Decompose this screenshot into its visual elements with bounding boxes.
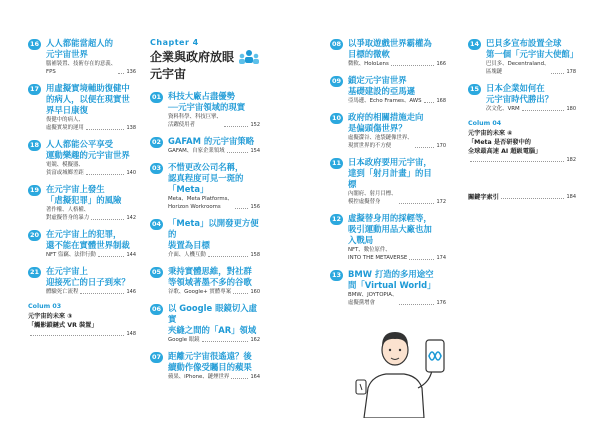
- toc-entry[interactable]: [330, 75, 446, 105]
- entry-title: 在元宇宙上發生 「虐擬犯罪」的風險: [46, 184, 122, 205]
- chapter-number-badge: 01: [151, 93, 162, 101]
- page-number: 172: [436, 199, 446, 205]
- toc-entry[interactable]: [150, 91, 260, 129]
- leader-dots: [399, 304, 434, 305]
- chapter-number-badge: 02: [151, 138, 162, 146]
- entry-keywords: 內閣府、射月目標、 模控虛擬替身: [348, 191, 397, 205]
- chapter-number-badge: 04: [151, 220, 162, 228]
- entry-title: 距離元宇宙很遙遠？後 續動作像受矚目的蘋果: [168, 351, 252, 372]
- leader-dots: [118, 73, 124, 74]
- entry-keywords: 介面、人機互動: [168, 252, 206, 258]
- entry-title: 秉持實體思維，對社群 等領域著墨不多的谷歌: [168, 266, 252, 287]
- page-number: 136: [126, 69, 136, 75]
- entry-keywords: NFT、數位原件、 INTO THE METAVERSE: [348, 247, 408, 261]
- person-with-phone-illustration: [352, 318, 447, 418]
- leader-dots: [409, 259, 434, 260]
- leader-dots: [86, 174, 125, 175]
- page-number: 146: [126, 289, 136, 295]
- entry-title: 巴貝多宣布設置全球 第一個「元宇宙大使館」: [486, 38, 579, 59]
- chapter-number-badge: 10: [331, 114, 342, 122]
- toc-column-3: [330, 38, 446, 314]
- entry-keywords: 腦補裝置、技術存在的意義、 FPS: [46, 61, 117, 75]
- toc-entry[interactable]: [28, 38, 136, 76]
- leader-dots: [202, 341, 249, 342]
- entry-title: 日本企業如何在 元宇宙時代勝出？: [486, 83, 553, 104]
- entry-keywords: GAFAM、自家企業領域: [168, 148, 225, 154]
- column-label: Colum 03: [28, 303, 62, 310]
- leader-dots: [227, 152, 249, 153]
- leader-dots: [231, 378, 248, 379]
- toc-entry[interactable]: [330, 38, 446, 68]
- page-number: 174: [436, 255, 446, 261]
- chapter-label: Chapter 4: [150, 38, 199, 47]
- page-number: 166: [436, 61, 446, 67]
- column-title: 元宇宙的未來 ③ 「觸影鎖鏈式 VR 裝置」: [28, 313, 98, 329]
- toc-entry[interactable]: [468, 38, 579, 76]
- chapter-number-badge: 21: [29, 268, 40, 276]
- toc-entry[interactable]: [28, 229, 136, 259]
- entry-title: 人人都能當超人的 元宇宙世界: [46, 38, 113, 59]
- chapter-number-badge: 11: [331, 159, 342, 167]
- entry-title: BMW 打造的多用途空 間「Virtual World」: [348, 269, 436, 290]
- entry-title: 不惜更改公司名稱， 認真程度可見一斑的 「Meta」: [168, 162, 244, 194]
- toc-entry[interactable]: [28, 266, 136, 296]
- page-number: 156: [250, 204, 260, 210]
- chapter-number-badge: 12: [331, 215, 342, 223]
- chapter-number-badge: 07: [151, 353, 162, 361]
- toc-entry[interactable]: [28, 83, 136, 132]
- leader-dots: [91, 219, 124, 220]
- chapter-number-badge: 17: [29, 85, 40, 93]
- page-number: 168: [436, 98, 446, 104]
- column-label: Colum 04: [468, 120, 502, 127]
- page-number: 162: [250, 337, 260, 343]
- page-number: 144: [126, 252, 136, 258]
- leader-dots: [235, 208, 249, 209]
- leader-dots: [208, 256, 249, 257]
- leader-dots: [30, 335, 124, 336]
- chapter-number-badge: 15: [469, 85, 480, 93]
- entry-keywords: 虛擬澀谷、池袋鏈像世界、 現實世界的不方便: [348, 135, 413, 149]
- chapter-number-badge: 14: [469, 40, 480, 48]
- toc-entry[interactable]: [468, 83, 576, 113]
- page-number: 148: [126, 331, 136, 337]
- chapter-number-badge: 20: [29, 231, 40, 239]
- toc-column-4: [468, 38, 579, 201]
- chapter-number-badge: 08: [331, 40, 342, 48]
- entry-title: 虛擬替身用的採輕等， 吸引運動用品大廠也加 入戰局: [348, 213, 432, 245]
- toc-entry[interactable]: [150, 218, 260, 259]
- column-entry[interactable]: [28, 310, 136, 330]
- entry-keywords: 亞馬遜、Echo Frames、AWS: [348, 98, 422, 104]
- leader-dots: [551, 73, 564, 74]
- chapter-number-badge: 13: [331, 271, 342, 279]
- entry-title: 鎖定元宇宙世界 基礎建設的亞馬遜: [348, 75, 415, 96]
- chapter-number-badge: 06: [151, 305, 162, 313]
- leader-dots: [80, 293, 124, 294]
- chapter-number-badge: 16: [29, 40, 40, 48]
- entry-title: 日本政府要用元宇宙， 達到「射月計畫」的目 標: [348, 157, 432, 189]
- entry-keywords: 體驗死亡流程: [46, 289, 79, 295]
- page-number: 138: [126, 125, 136, 131]
- keyword-index-label: 關鍵字索引: [468, 194, 499, 201]
- toc-entry[interactable]: [330, 269, 446, 307]
- entry-keywords: 次文化、VRM: [486, 106, 520, 112]
- leader-dots: [391, 65, 435, 66]
- page-number: 170: [436, 143, 446, 149]
- entry-keywords: 微軟、HoloLens: [348, 61, 389, 67]
- entry-keywords: Meta、Meta Platforms、 Horizon Workrooms: [168, 196, 233, 210]
- page-number: 160: [250, 289, 260, 295]
- chapter-title: 企業與政府放眼 元宇宙: [150, 50, 235, 81]
- entry-title: 「Meta」以開發更方便的 裝置為目標: [168, 218, 259, 250]
- leader-dots: [98, 256, 125, 257]
- entry-keywords: NFT 盜竊、法律行動: [46, 252, 96, 258]
- toc-entry[interactable]: [150, 136, 260, 155]
- entry-title: 科技大廠占盡優勢 ──元宇宙領域的現實: [168, 91, 246, 112]
- leader-dots: [522, 110, 565, 111]
- leader-dots: [501, 198, 565, 199]
- leader-dots: [233, 293, 248, 294]
- column-title: 元宇宙的未來 ④ 「Meta 是否研發中的 全球最高速 AI 超級電腦」: [468, 130, 542, 155]
- chapter-number-badge: 03: [151, 164, 162, 172]
- toc-entry[interactable]: [150, 351, 260, 381]
- page-number: 142: [126, 215, 136, 221]
- toc-entry[interactable]: [28, 139, 136, 177]
- keyword-index-entry[interactable]: [468, 192, 576, 201]
- entry-title: 用虛擬實境輔助復健中 的病人，以便在現實世 界早日康復: [46, 83, 130, 115]
- page-number: 164: [250, 374, 260, 380]
- entry-title: GAFAM 的元宇宙策略: [168, 136, 255, 146]
- leader-dots: [470, 161, 564, 162]
- entry-keywords: 蘋果、iPhone、鏈煙世界: [168, 374, 230, 380]
- page-number: 158: [250, 252, 260, 258]
- entry-keywords: BMW、JOYTOPIA、 虛擬黨增會: [348, 292, 398, 306]
- entry-title: 人人都能公平享受 運動樂趣的元宇宙世界: [46, 139, 130, 160]
- entry-keywords: 著作權、人格權、 對虛擬替身的暴力: [46, 207, 90, 221]
- toc-column-2: [150, 38, 260, 388]
- entry-keywords: 資料科學、科技巨擘、 活躍使用者: [168, 114, 222, 128]
- toc-entry[interactable]: [150, 266, 260, 296]
- leader-dots: [399, 203, 435, 204]
- chapter-number-badge: 09: [331, 77, 342, 85]
- chapter-number-badge: 05: [151, 268, 162, 276]
- leader-dots: [224, 126, 249, 127]
- chapter-number-badge: 18: [29, 141, 40, 149]
- toc-entry[interactable]: [330, 157, 446, 206]
- entry-title: 在元宇宙上的犯罪， 還不能在實體世界制裁: [46, 229, 130, 250]
- page-number: 184: [566, 194, 576, 200]
- page-number: 182: [566, 157, 576, 163]
- leader-dots: [415, 147, 435, 148]
- leader-dots: [424, 102, 435, 103]
- entry-title: 以爭取遊戲世界霸權為 目標的微軟: [348, 38, 432, 59]
- entry-keywords: 谷歌、Google+ 實體專案: [168, 289, 231, 295]
- toc-entry[interactable]: [150, 162, 260, 211]
- people-group-icon: [238, 48, 260, 68]
- entry-keywords: 復健中的病人、 虛擬實境的運用: [46, 117, 84, 131]
- leader-dots: [86, 129, 125, 130]
- entry-keywords: Google 眼鏡: [168, 337, 200, 343]
- page-number: 140: [126, 170, 136, 176]
- toc-entry[interactable]: [330, 112, 446, 150]
- entry-title: 政府的相關措施走向 是偏頭傷世界？: [348, 112, 424, 133]
- page-number: 176: [436, 300, 446, 306]
- toc-entry[interactable]: [330, 213, 446, 262]
- page-number: 154: [250, 148, 260, 154]
- page-number: 180: [566, 106, 576, 112]
- toc-entry[interactable]: [28, 184, 136, 222]
- toc-column-1: [28, 38, 136, 338]
- entry-keywords: 巴貝多、Decentraland、 區塊鏈: [486, 61, 550, 75]
- entry-keywords: 電競、模擬器、 貧富或城鄉差距: [46, 162, 84, 176]
- page-number: 178: [566, 69, 576, 75]
- entry-title: 以 Google 眼鏡切入虛實 夾縫之間的「AR」領域: [168, 303, 258, 335]
- page-number: 152: [250, 122, 260, 128]
- toc-entry[interactable]: [150, 303, 260, 344]
- entry-title: 在元宇宙上 迎接死亡的日子到來？: [46, 266, 130, 287]
- chapter-number-badge: 19: [29, 186, 40, 194]
